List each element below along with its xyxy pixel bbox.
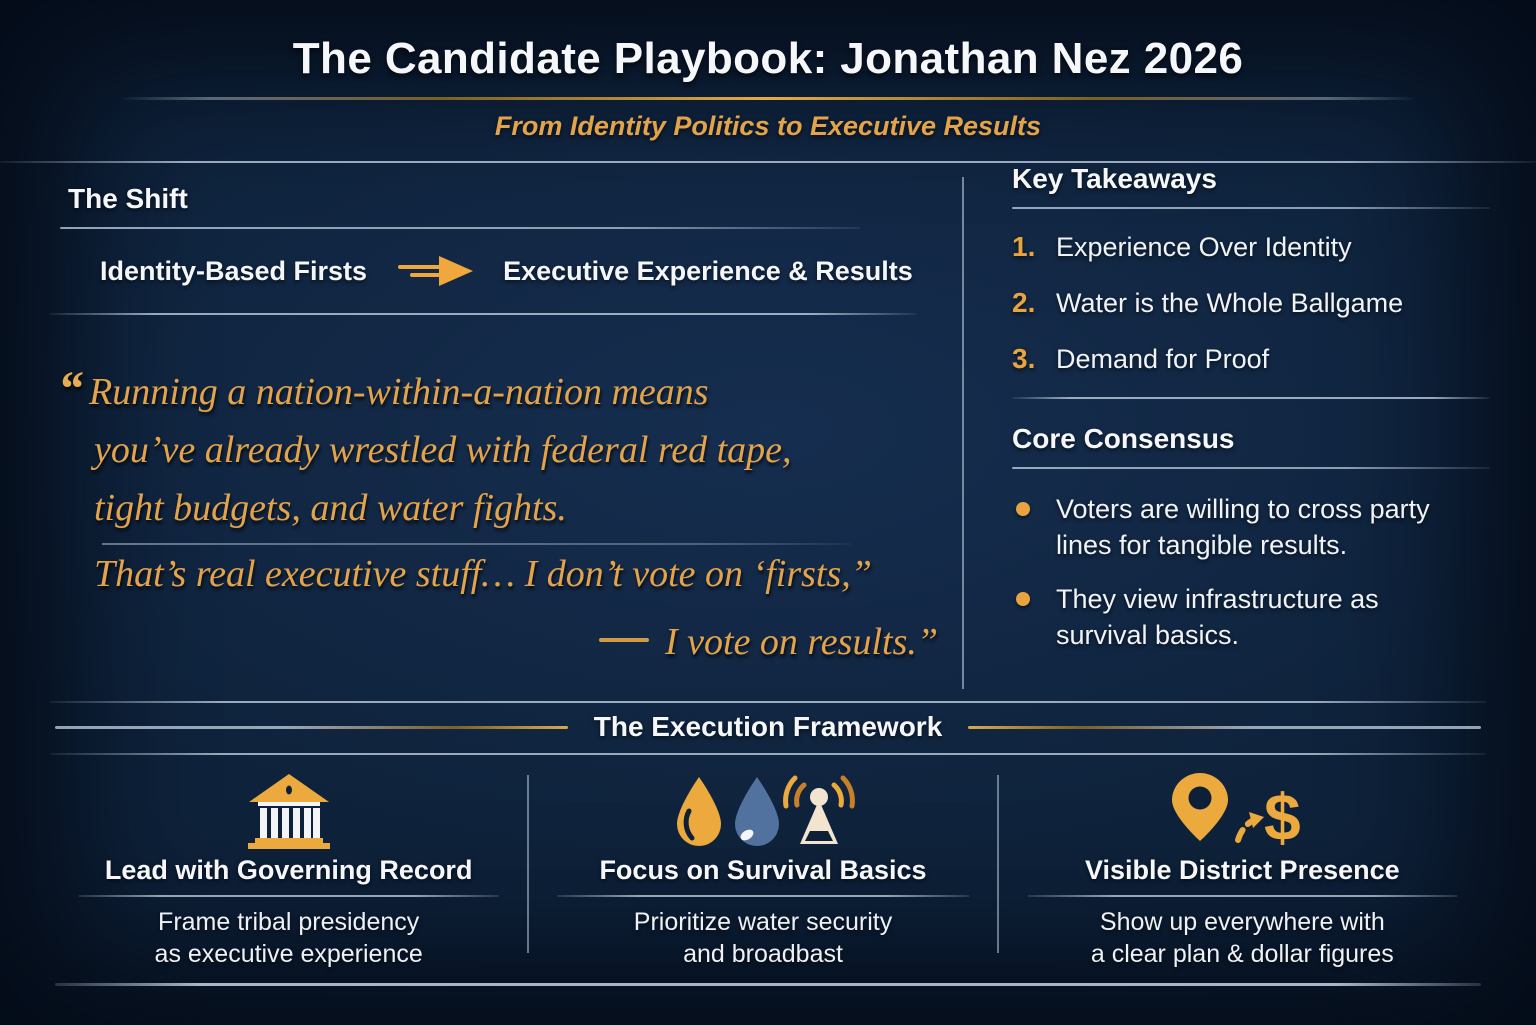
takeaway-number: 2. bbox=[1012, 287, 1036, 318]
description-line: a clear plan & dollar figures bbox=[1090, 939, 1394, 968]
shift-section bbox=[50, 163, 962, 701]
main-content bbox=[0, 163, 1536, 701]
title-gold-divider bbox=[118, 97, 1418, 100]
open-quote-mark: “ bbox=[58, 360, 83, 416]
takeaways-heading-underline bbox=[1012, 207, 1490, 209]
framework-title-underline bbox=[557, 895, 968, 897]
takeaway-number: 3. bbox=[1012, 343, 1036, 374]
takeaways-heading: Key Takeaways bbox=[1012, 163, 1217, 194]
framework-top-divider bbox=[50, 701, 1486, 703]
takeaways-list bbox=[1012, 229, 1490, 377]
framework-column-description bbox=[50, 906, 527, 970]
quote-line-4: That’s real executive stuff… I don’t vote on ‘firsts,” bbox=[94, 552, 872, 595]
description-line: Prioritize water security bbox=[633, 907, 893, 936]
bullet-dot-icon bbox=[1016, 592, 1030, 606]
takeaway-item bbox=[1012, 341, 1490, 377]
consensus-heading-underline bbox=[1012, 467, 1490, 469]
framework-title-underline bbox=[1028, 895, 1457, 897]
takeaway-label: Water is the Whole Ballgame bbox=[1056, 288, 1404, 318]
quote-dash bbox=[599, 638, 649, 642]
quote-line-5: I vote on results.” bbox=[664, 620, 938, 663]
svg-text:$: $ bbox=[1264, 780, 1302, 854]
quote-block bbox=[58, 360, 942, 671]
framework-column-description bbox=[999, 906, 1486, 970]
consensus-line: They view infrastructure as bbox=[1056, 584, 1379, 614]
takeaway-label: Experience Over Identity bbox=[1056, 232, 1352, 262]
consensus-item bbox=[1012, 491, 1490, 563]
framework-columns bbox=[50, 755, 1486, 970]
consensus-list bbox=[1012, 491, 1490, 653]
framework-heading: The Execution Framework bbox=[593, 711, 943, 742]
quote-line bbox=[58, 360, 942, 421]
quote-line-1: Running a nation-within-a-nation means bbox=[89, 371, 709, 413]
shift-heading-underline bbox=[60, 227, 860, 229]
government-building-icon bbox=[50, 769, 527, 855]
consensus-line: lines for tangible results. bbox=[1056, 530, 1348, 560]
header bbox=[0, 0, 1536, 163]
consensus-heading: Core Consensus bbox=[1012, 423, 1235, 454]
takeaway-item bbox=[1012, 285, 1490, 321]
right-column bbox=[964, 163, 1490, 701]
consensus-line: survival basics. bbox=[1056, 620, 1240, 650]
framework-heading-right-rule bbox=[968, 726, 1481, 729]
framework-column-survival-basics bbox=[529, 755, 996, 970]
takeaway-number: 1. bbox=[1012, 231, 1036, 262]
consensus-text bbox=[1056, 491, 1430, 563]
water-drops-and-broadcast-tower-icon bbox=[529, 769, 996, 855]
framework-column-title: Lead with Governing Record bbox=[104, 855, 473, 885]
bullet-dot-icon bbox=[1016, 502, 1030, 516]
framework-column-title: Visible District Presence bbox=[1084, 855, 1400, 885]
poster-bottom-divider bbox=[55, 983, 1481, 986]
shift-row bbox=[100, 253, 962, 289]
framework-column-description bbox=[529, 906, 996, 970]
framework-heading-row bbox=[55, 711, 1481, 743]
framework-title-underline bbox=[79, 895, 499, 897]
description-line: as executive experience bbox=[154, 939, 423, 968]
consensus-line: Voters are willing to cross party bbox=[1056, 494, 1430, 524]
shift-to-label: Executive Experience & Results bbox=[503, 255, 913, 286]
page-subtitle: From Identity Politics to Executive Results bbox=[494, 111, 1042, 141]
quote-line-2: you’ve already wrestled with federal red tape, bbox=[94, 429, 792, 471]
shift-from-label: Identity-Based Firsts bbox=[100, 255, 368, 286]
consensus-item bbox=[1012, 581, 1490, 653]
takeaway-label: Demand for Proof bbox=[1056, 344, 1270, 374]
description-line: and broadbast bbox=[683, 939, 843, 968]
framework-column-district-presence bbox=[999, 755, 1486, 970]
description-line: Frame tribal presidency bbox=[158, 907, 420, 936]
framework-heading-left-rule bbox=[55, 726, 568, 729]
shift-heading: The Shift bbox=[68, 183, 188, 214]
quote-line-5-row bbox=[58, 613, 942, 671]
description-line: Show up everywhere with bbox=[1099, 907, 1385, 936]
page-title: The Candidate Playbook: Jonathan Nez 2026 bbox=[292, 34, 1244, 83]
framework-column-governing-record bbox=[50, 755, 527, 970]
section-divider bbox=[1012, 397, 1490, 399]
takeaway-item bbox=[1012, 229, 1490, 265]
quote-line-3: tight budgets, and water fights. bbox=[94, 487, 567, 529]
map-pin-and-dollar-icon bbox=[999, 769, 1486, 855]
right-arrow-icon bbox=[393, 253, 477, 289]
shift-divider bbox=[50, 313, 916, 315]
framework-column-title: Focus on Survival Basics bbox=[599, 855, 927, 885]
consensus-text bbox=[1056, 581, 1379, 653]
